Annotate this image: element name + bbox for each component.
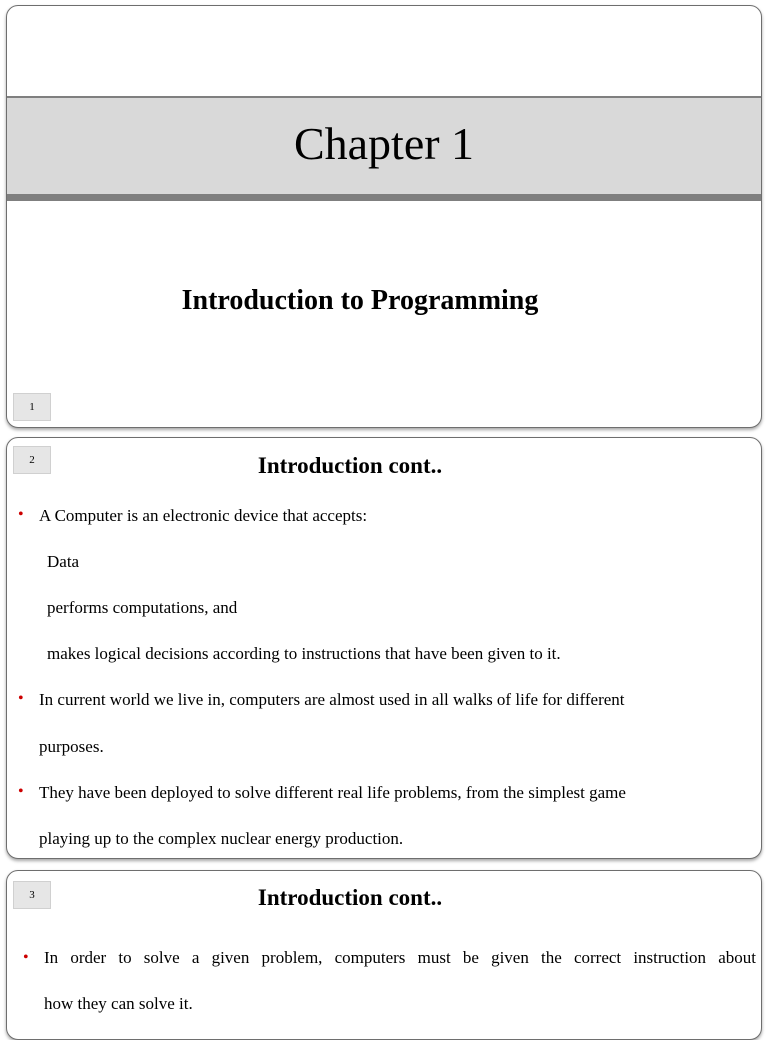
slide-heading: Introduction cont.. bbox=[257, 885, 443, 910]
chapter-subtitle: Introduction to Programming bbox=[181, 285, 539, 316]
slide-1 bbox=[6, 5, 762, 428]
bullet-text: In current world we live in, computers are almost used in all walks of life for different bbox=[39, 690, 625, 709]
bullet-icon: • bbox=[18, 506, 24, 523]
slide-heading: Introduction cont.. bbox=[257, 453, 443, 478]
bullet-text-continuation: playing up to the complex nuclear energy production. bbox=[39, 829, 404, 848]
sub-item-text: Data bbox=[47, 552, 80, 571]
bullet-icon: • bbox=[18, 690, 24, 707]
bullet-text-continuation: how they can solve it. bbox=[44, 994, 193, 1013]
bullet-text: A Computer is an electronic device that accepts: bbox=[39, 506, 368, 525]
bullet-icon: • bbox=[18, 783, 24, 800]
slide-3 bbox=[6, 870, 762, 1040]
sub-item-text: makes logical decisions according to instructions that have been given to it. bbox=[47, 644, 561, 663]
slide-2 bbox=[6, 437, 762, 859]
bullet-text-continuation: purposes. bbox=[39, 737, 104, 756]
chapter-title: Chapter 1 bbox=[293, 118, 475, 169]
bullet-icon: • bbox=[23, 949, 29, 966]
bullet-text: In order to solve a given problem, computers must be given the correct instruction about bbox=[44, 948, 756, 967]
bullet-text: They have been deployed to solve different real life problems, from the simplest game bbox=[39, 783, 626, 802]
sub-item-text: performs computations, and bbox=[47, 598, 238, 617]
slide-number: 1 bbox=[13, 393, 51, 421]
title-band-divider bbox=[7, 194, 761, 201]
slide-number: 3 bbox=[13, 881, 51, 909]
slide-number: 2 bbox=[13, 446, 51, 474]
